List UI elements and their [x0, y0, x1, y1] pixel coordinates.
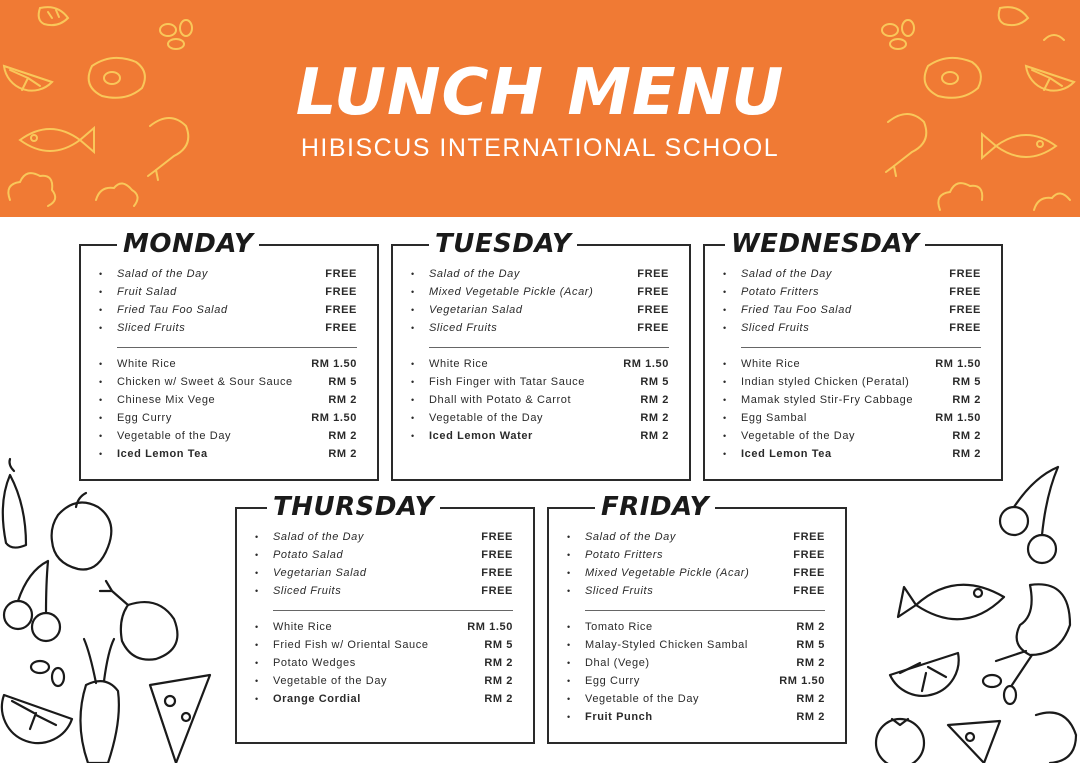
item-price: RM 2 [484, 675, 513, 687]
item-name: Malay-Styled Chicken Sambal [585, 639, 748, 651]
menu-item [549, 636, 845, 654]
menu-item [81, 373, 377, 391]
bullet-icon: • [99, 269, 103, 279]
item-price: RM 5 [796, 639, 825, 651]
item-name: Egg Curry [585, 675, 640, 687]
day-title: WEDNESDAY [725, 226, 925, 262]
item-price: FREE [637, 322, 669, 334]
menu-item [549, 564, 845, 582]
bullet-icon: • [723, 269, 727, 279]
carrot-icon [80, 639, 118, 763]
bell-pepper-icon [52, 493, 112, 570]
bullet-icon: • [99, 287, 103, 297]
menu-item [393, 283, 689, 301]
bullet-icon: • [567, 712, 571, 722]
banana-icon [3, 459, 26, 548]
section-divider [273, 610, 513, 611]
food-doodles-right [860, 455, 1080, 763]
item-price: FREE [325, 304, 357, 316]
item-name: White Rice [429, 358, 489, 370]
item-price: FREE [949, 286, 981, 298]
menu-header [0, 0, 1080, 217]
item-price: FREE [949, 304, 981, 316]
item-price: RM 2 [952, 394, 981, 406]
beans-icon [160, 20, 192, 49]
section-divider [585, 610, 825, 611]
item-price: RM 2 [952, 430, 981, 442]
bullet-icon: • [723, 449, 727, 459]
item-name: Potato Wedges [273, 657, 356, 669]
menu-item [81, 391, 377, 409]
item-price: RM 1.50 [779, 675, 825, 687]
menu-item [549, 690, 845, 708]
bullet-icon: • [723, 305, 727, 315]
menu-item [705, 283, 1001, 301]
item-name: Vegetable of the Day [429, 412, 544, 424]
bullet-icon: • [723, 323, 727, 333]
menu-item [237, 672, 533, 690]
orange-slice-icon [2, 695, 72, 743]
bullet-icon: • [255, 622, 259, 632]
menu-item [81, 355, 377, 373]
bullet-icon: • [567, 586, 571, 596]
bullet-icon: • [255, 568, 259, 578]
bullet-icon: • [723, 431, 727, 441]
item-name: Sliced Fruits [273, 585, 342, 597]
bullet-icon: • [255, 550, 259, 560]
bullet-icon: • [411, 305, 415, 315]
menu-item [549, 618, 845, 636]
item-name: Vegetable of the Day [117, 430, 232, 442]
item-price: FREE [481, 585, 513, 597]
beans-icon [31, 661, 64, 686]
pizza-slice-icon [150, 675, 210, 763]
item-price: RM 2 [484, 693, 513, 705]
item-name: Vegetarian Salad [273, 567, 367, 579]
item-price: FREE [325, 268, 357, 280]
bullet-icon: • [567, 550, 571, 560]
item-name: Chinese Mix Vege [117, 394, 216, 406]
item-price: FREE [637, 286, 669, 298]
menu-item [237, 618, 533, 636]
menu-item [549, 546, 845, 564]
item-price: FREE [325, 322, 357, 334]
menu-item [81, 301, 377, 319]
menu-item [549, 528, 845, 546]
bullet-icon: • [99, 359, 103, 369]
bullet-icon: • [255, 640, 259, 650]
bullet-icon: • [723, 377, 727, 387]
item-name: Tomato Rice [585, 621, 653, 633]
item-price: FREE [481, 549, 513, 561]
item-name: Sliced Fruits [585, 585, 654, 597]
menu-item [705, 373, 1001, 391]
bullet-icon: • [567, 640, 571, 650]
item-name: Sliced Fruits [429, 322, 498, 334]
menu-item [393, 355, 689, 373]
item-name: White Rice [273, 621, 333, 633]
item-name: Orange Cordial [273, 693, 361, 705]
broccoli-icon [938, 183, 1070, 210]
item-price: RM 1.50 [311, 412, 357, 424]
bullet-icon: • [255, 586, 259, 596]
bullet-icon: • [723, 287, 727, 297]
item-price: FREE [481, 567, 513, 579]
item-price: RM 2 [796, 621, 825, 633]
menu-item [393, 373, 689, 391]
item-price: RM 2 [796, 711, 825, 723]
item-name: Potato Salad [273, 549, 344, 561]
bullet-icon: • [99, 323, 103, 333]
menu-item [705, 265, 1001, 283]
item-price: RM 1.50 [935, 412, 981, 424]
menu-item [393, 409, 689, 427]
menu-item [549, 654, 845, 672]
item-name: Potato Fritters [741, 286, 820, 298]
pizza-slice-icon [948, 721, 1000, 763]
menu-item [237, 546, 533, 564]
cherries-icon [4, 561, 60, 641]
cherries-icon [1000, 467, 1058, 563]
item-name: Fried Tau Foo Salad [741, 304, 852, 316]
item-name: Indian styled Chicken (Peratal) [741, 376, 910, 388]
item-price: FREE [793, 531, 825, 543]
bullet-icon: • [411, 431, 415, 441]
item-price: RM 5 [484, 639, 513, 651]
item-name: White Rice [741, 358, 801, 370]
item-price: FREE [949, 322, 981, 334]
menu-item [237, 636, 533, 654]
item-name: Vegetable of the Day [273, 675, 388, 687]
menu-item [705, 391, 1001, 409]
menu-item [705, 427, 1001, 445]
bullet-icon: • [255, 676, 259, 686]
item-price: RM 2 [640, 412, 669, 424]
item-price: FREE [949, 268, 981, 280]
section-divider [741, 347, 981, 348]
menu-item [81, 409, 377, 427]
item-price: FREE [637, 268, 669, 280]
bullet-icon: • [99, 305, 103, 315]
bullet-icon: • [567, 622, 571, 632]
item-price: RM 2 [640, 430, 669, 442]
item-name: Iced Lemon Water [429, 430, 533, 442]
day-title: MONDAY [117, 226, 259, 262]
bullet-icon: • [411, 287, 415, 297]
item-price: RM 5 [952, 376, 981, 388]
item-name: Vegetarian Salad [429, 304, 523, 316]
item-name: Fruit Punch [585, 711, 653, 723]
bullet-icon: • [411, 395, 415, 405]
section-divider [117, 347, 357, 348]
bullet-icon: • [411, 323, 415, 333]
tomato-icon [876, 719, 924, 763]
bullet-icon: • [567, 658, 571, 668]
item-name: Fruit Salad [117, 286, 177, 298]
bullet-icon: • [411, 359, 415, 369]
item-price: RM 2 [640, 394, 669, 406]
bullet-icon: • [723, 395, 727, 405]
item-price: RM 5 [640, 376, 669, 388]
item-price: RM 2 [328, 394, 357, 406]
bullet-icon: • [255, 658, 259, 668]
menu-item [705, 409, 1001, 427]
item-name: Iced Lemon Tea [741, 448, 832, 460]
item-name: Chicken w/ Sweet & Sour Sauce [117, 376, 293, 388]
day-card-tuesday [391, 229, 691, 481]
orange-slice-icon [890, 653, 959, 696]
menu-item [393, 427, 689, 445]
item-name: Dhall with Potato & Carrot [429, 394, 572, 406]
school-name: HIBISCUS INTERNATIONAL SCHOOL [300, 134, 780, 162]
item-name: Mixed Vegetable Pickle (Acar) [429, 286, 594, 298]
bullet-icon: • [567, 676, 571, 686]
chicken-leg-icon [1036, 713, 1076, 763]
item-price: RM 1.50 [623, 358, 669, 370]
menu-item [705, 445, 1001, 463]
item-name: Mamak styled Stir-Fry Cabbage [741, 394, 914, 406]
menu-item [705, 301, 1001, 319]
beans-icon [882, 20, 914, 49]
item-price: RM 2 [484, 657, 513, 669]
item-price: FREE [793, 567, 825, 579]
menu-item [393, 391, 689, 409]
item-price: RM 2 [328, 448, 357, 460]
item-name: Salad of the Day [273, 531, 364, 543]
item-price: FREE [325, 286, 357, 298]
section-divider [429, 347, 669, 348]
menu-item [549, 708, 845, 726]
item-price: RM 1.50 [935, 358, 981, 370]
menu-item [237, 582, 533, 600]
item-price: RM 2 [952, 448, 981, 460]
bullet-icon: • [723, 413, 727, 423]
fish-icon [898, 585, 1004, 619]
broccoli-icon [8, 173, 137, 206]
item-price: FREE [637, 304, 669, 316]
menu-item [81, 319, 377, 337]
menu-item [81, 283, 377, 301]
food-doodles-left [0, 455, 220, 763]
menu-item [237, 654, 533, 672]
bullet-icon: • [255, 532, 259, 542]
item-name: Vegetable of the Day [585, 693, 700, 705]
day-title: TUESDAY [429, 226, 577, 262]
menu-item [237, 690, 533, 708]
shrimp-icon [996, 584, 1070, 685]
day-title: THURSDAY [267, 489, 440, 525]
day-card-wednesday [703, 229, 1003, 481]
item-price: FREE [793, 585, 825, 597]
item-name: Vegetable of the Day [741, 430, 856, 442]
item-name: Fried Fish w/ Oriental Sauce [273, 639, 429, 651]
item-name: Iced Lemon Tea [117, 448, 208, 460]
item-name: Egg Curry [117, 412, 172, 424]
item-name: Salad of the Day [741, 268, 832, 280]
shrimp-icon [39, 7, 68, 25]
item-price: RM 2 [796, 693, 825, 705]
menu-item [81, 265, 377, 283]
menu-item [237, 564, 533, 582]
item-name: Sliced Fruits [117, 322, 186, 334]
item-name: White Rice [117, 358, 177, 370]
item-price: FREE [793, 549, 825, 561]
item-price: RM 2 [796, 657, 825, 669]
bullet-icon: • [411, 377, 415, 387]
bullet-icon: • [99, 377, 103, 387]
item-name: Mixed Vegetable Pickle (Acar) [585, 567, 750, 579]
bullet-icon: • [411, 269, 415, 279]
day-card-monday [79, 229, 379, 481]
bullet-icon: • [567, 532, 571, 542]
beans-icon [983, 675, 1016, 704]
item-name: Egg Sambal [741, 412, 807, 424]
item-name: Fried Tau Foo Salad [117, 304, 228, 316]
item-name: Fish Finger with Tatar Sauce [429, 376, 585, 388]
menu-item [237, 528, 533, 546]
menu-item [705, 355, 1001, 373]
menu-item [81, 427, 377, 445]
item-price: RM 2 [328, 430, 357, 442]
day-card-thursday [235, 492, 535, 744]
bullet-icon: • [411, 413, 415, 423]
bullet-icon: • [255, 694, 259, 704]
menu-item [549, 672, 845, 690]
menu-item [393, 319, 689, 337]
bullet-icon: • [99, 431, 103, 441]
bullet-icon: • [99, 413, 103, 423]
menu-item [549, 582, 845, 600]
bullet-icon: • [567, 568, 571, 578]
day-title: FRIDAY [595, 489, 715, 525]
item-price: RM 5 [328, 376, 357, 388]
bullet-icon: • [723, 359, 727, 369]
menu-item [393, 265, 689, 283]
item-price: RM 1.50 [467, 621, 513, 633]
item-price: FREE [481, 531, 513, 543]
item-name: Potato Fritters [585, 549, 664, 561]
menu-item [393, 301, 689, 319]
item-price: RM 1.50 [311, 358, 357, 370]
menu-item [81, 445, 377, 463]
bullet-icon: • [99, 449, 103, 459]
menu-title: LUNCH MENU [295, 56, 785, 130]
shrimp-icon [999, 7, 1064, 40]
bullet-icon: • [567, 694, 571, 704]
item-name: Sliced Fruits [741, 322, 810, 334]
menu-item [705, 319, 1001, 337]
bullet-icon: • [99, 395, 103, 405]
day-card-friday [547, 492, 847, 744]
item-name: Dhal (Vege) [585, 657, 650, 669]
item-name: Salad of the Day [117, 268, 208, 280]
item-name: Salad of the Day [429, 268, 520, 280]
item-name: Salad of the Day [585, 531, 676, 543]
